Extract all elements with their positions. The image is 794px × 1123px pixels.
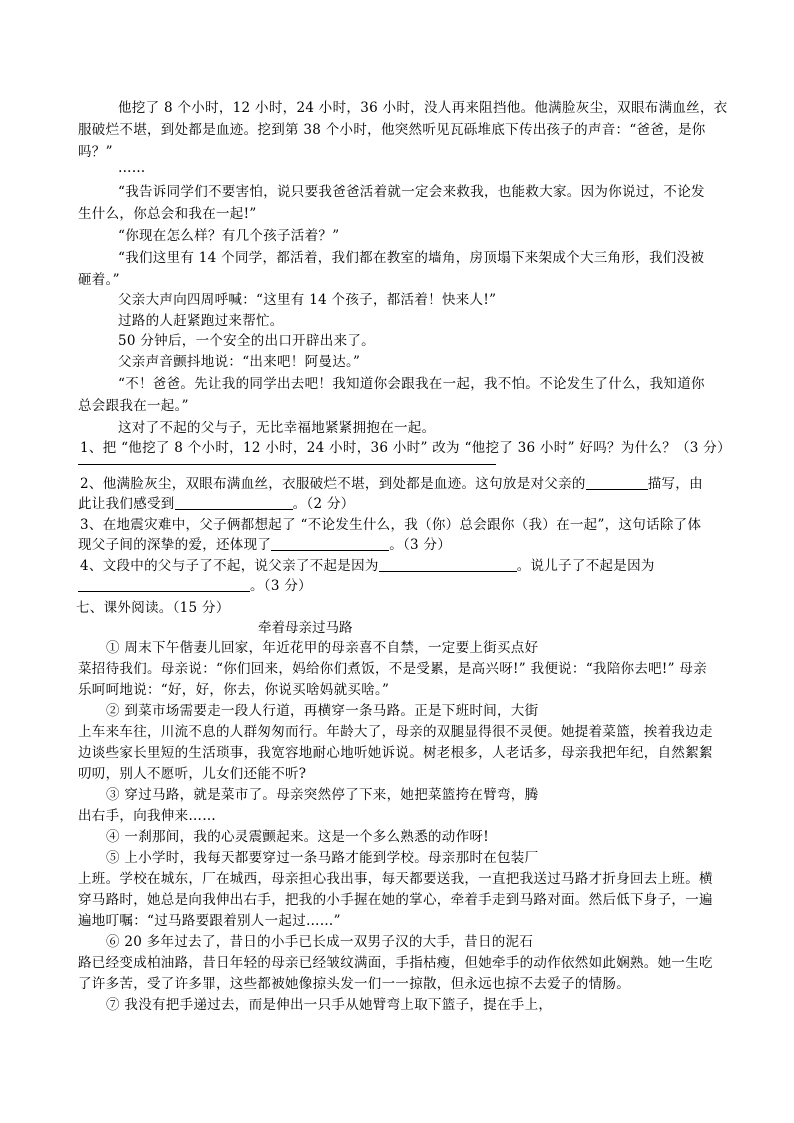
article-line: ⑥ 20 多年过去了，昔日的小手已长成一双男子汉的大手，昔日的泥石 (106, 934, 534, 950)
passage-line: 过路的人赶紧跑过来帮忙。 (118, 313, 284, 329)
question-4 (80, 556, 720, 576)
article-line: 乐呵呵地说：“好，好，你去，你说买啥妈就买啥。” (78, 682, 390, 698)
passage-line: 生什么，你总会和我在一起!” (78, 206, 257, 222)
passage-line: 50 分钟后，一个安全的出口开辟出来了。 (118, 333, 375, 349)
article-line: 穿马路时，她总是向我伸出右手，把我的小手握在她的掌心，牵着手走到马路对面。然后低下身子，一遍 (78, 892, 713, 908)
article-line: 上车来车往，川流不息的人群匆匆而行。年龄大了，母亲的双腿显得很不灵便。她提着菜篮，挨着我边走 (78, 724, 713, 740)
passage-line: 父亲大声向四周呼喊：“这里有 14 个孩子，都活着！快来人!” (118, 292, 497, 308)
question-2-text: 。（2 分） (292, 496, 355, 512)
passage-line: “我们这里有 14 个同学，都活着，我们都在教室的墙角，房顶塌下来架成个大三角形，我们没被 (118, 250, 705, 266)
article-line: ② 到菜市场需要走一段人行道，再横穿一条马路。正是下班时间，大街 (106, 703, 539, 719)
question-2-text: 2、他满脸灰尘，双眼布满血丝，衣服破烂不堪，到处都是血迹。这句放是对父亲的 (80, 476, 586, 492)
article-title: 牵着母亲过马路 (258, 620, 353, 636)
answer-blank[interactable] (379, 557, 517, 572)
article-line: 边谈些家长里短的生活琐事，我宽容地耐心地听她诉说。树老根多，人老话多，母亲我把年纪，自然絮絮 (78, 745, 713, 761)
question-4-text: 4、文段中的父与子了不起，说父亲了不起是因为 (80, 558, 379, 574)
answer-line-q1[interactable] (78, 464, 496, 465)
section-heading: 七、课外阅读。（15 分） (76, 600, 230, 616)
question-1: 1、把 “他挖了 8 个小时，12 小时，24 小时，36 小时” 改为 “他挖了 36 小时” 好吗？为什么？（3 分） (80, 440, 731, 456)
question-4-text: 。（3 分） (250, 578, 312, 594)
question-2 (80, 474, 720, 494)
question-4-line2 (78, 576, 718, 596)
answer-blank[interactable] (175, 495, 293, 510)
article-line: 叨叨，别人不愿听，儿女们还能不听? (78, 766, 307, 782)
passage-line: “我告诉同学们不要害怕，说只要我爸爸活着就一定会来救我，也能救大家。因为你说过，不论发 (118, 184, 705, 200)
article-line: 了许多苦，受了许多罪，这些都被她像掠头发一们一一掠散，但永远也掠不去爱子的情肠。 (78, 976, 630, 992)
passage-line: 总会跟我在一起。” (78, 398, 189, 414)
passage-line: 他挖了 8 个小时，12 小时，24 小时，36 小时，没人再来阻挡他。他满脸灰尘，双眼布满血丝，衣 (118, 100, 728, 116)
passage-line: 砸着。” (78, 272, 120, 288)
article-line: 出右手，向我伸来…… (78, 808, 216, 824)
passage-line: “你现在怎么样？有几个孩子活着？” (118, 228, 340, 244)
question-3-text: 。（3 分） (389, 537, 452, 553)
question-3: 3、在地震灾难中，父子俩都想起了 “不论发生什么，我（你）总会跟你（我）在一起”，这句话除了体 (80, 517, 702, 533)
question-4-text: 。说儿子了不起是因为 (516, 558, 655, 574)
article-line: ① 周末下午偕妻儿回家，年近花甲的母亲喜不自禁，一定要上街买点好 (106, 640, 539, 656)
question-3-line2 (78, 535, 718, 555)
article-line: ⑦ 我没有把手递过去，而是伸出一只手从她臂弯上取下篮子，提在手上， (106, 997, 553, 1013)
article-line: 路已经变成柏油路，昔日年轻的母亲已经皱纹满面，手指枯瘦，但她牵手的动作依然如此娴熟。她一生吃 (78, 955, 713, 971)
article-line: ⑤ 上小学时，我每天都要穿过一条马路才能到学校。母亲那时在包装厂 (106, 850, 539, 866)
passage-line: 服破烂不堪，到处都是血迹。挖到第 38 个小时，他突然听见瓦砾堆底下传出孩子的声音：“爸爸，是你 (78, 122, 706, 138)
answer-blank[interactable] (271, 536, 389, 551)
passage-ellipsis: …… (118, 160, 146, 176)
question-3-text: 现父子间的深挚的爱，还体现了 (78, 537, 272, 553)
article-line: ③ 穿过马路，就是菜市了。母亲突然停了下来，她把菜篮挎在臂弯，腾 (106, 787, 539, 803)
article-line: 上班。学校在城东，厂在城西，母亲担心我出事，每天都要送我，一直把我送过马路才折身回去上班。横 (78, 871, 713, 887)
question-2-text: 描写，由 (647, 476, 703, 492)
passage-line: “不！爸爸。先让我的同学出去吧！我知道你会跟我在一起，我不怕。不论发生了什么，我知道你 (118, 376, 705, 392)
passage-line: 吗？” (78, 144, 113, 160)
article-line: 遍地叮嘱：“过马路要跟着别人一起过……” (78, 913, 341, 929)
answer-blank[interactable] (78, 577, 250, 592)
article-line: ④ 一刹那间，我的心灵震颤起来。这是一个多么熟悉的动作呀! (106, 829, 489, 845)
passage-line: 父亲声音颤抖地说：“出来吧！阿曼达。” (118, 354, 361, 370)
passage-line: 这对了不起的父与子，无比幸福地紧紧拥抱在一起。 (118, 420, 436, 436)
question-2-line2 (78, 494, 718, 514)
answer-blank[interactable] (586, 475, 648, 490)
article-line: 菜招待我们。母亲说：“你们回来，妈给你们煮饭，不是受累，是高兴呀!” 我便说：“我陪你去吧!” 母亲 (78, 661, 708, 677)
question-2-text: 此让我们感受到 (78, 496, 175, 512)
